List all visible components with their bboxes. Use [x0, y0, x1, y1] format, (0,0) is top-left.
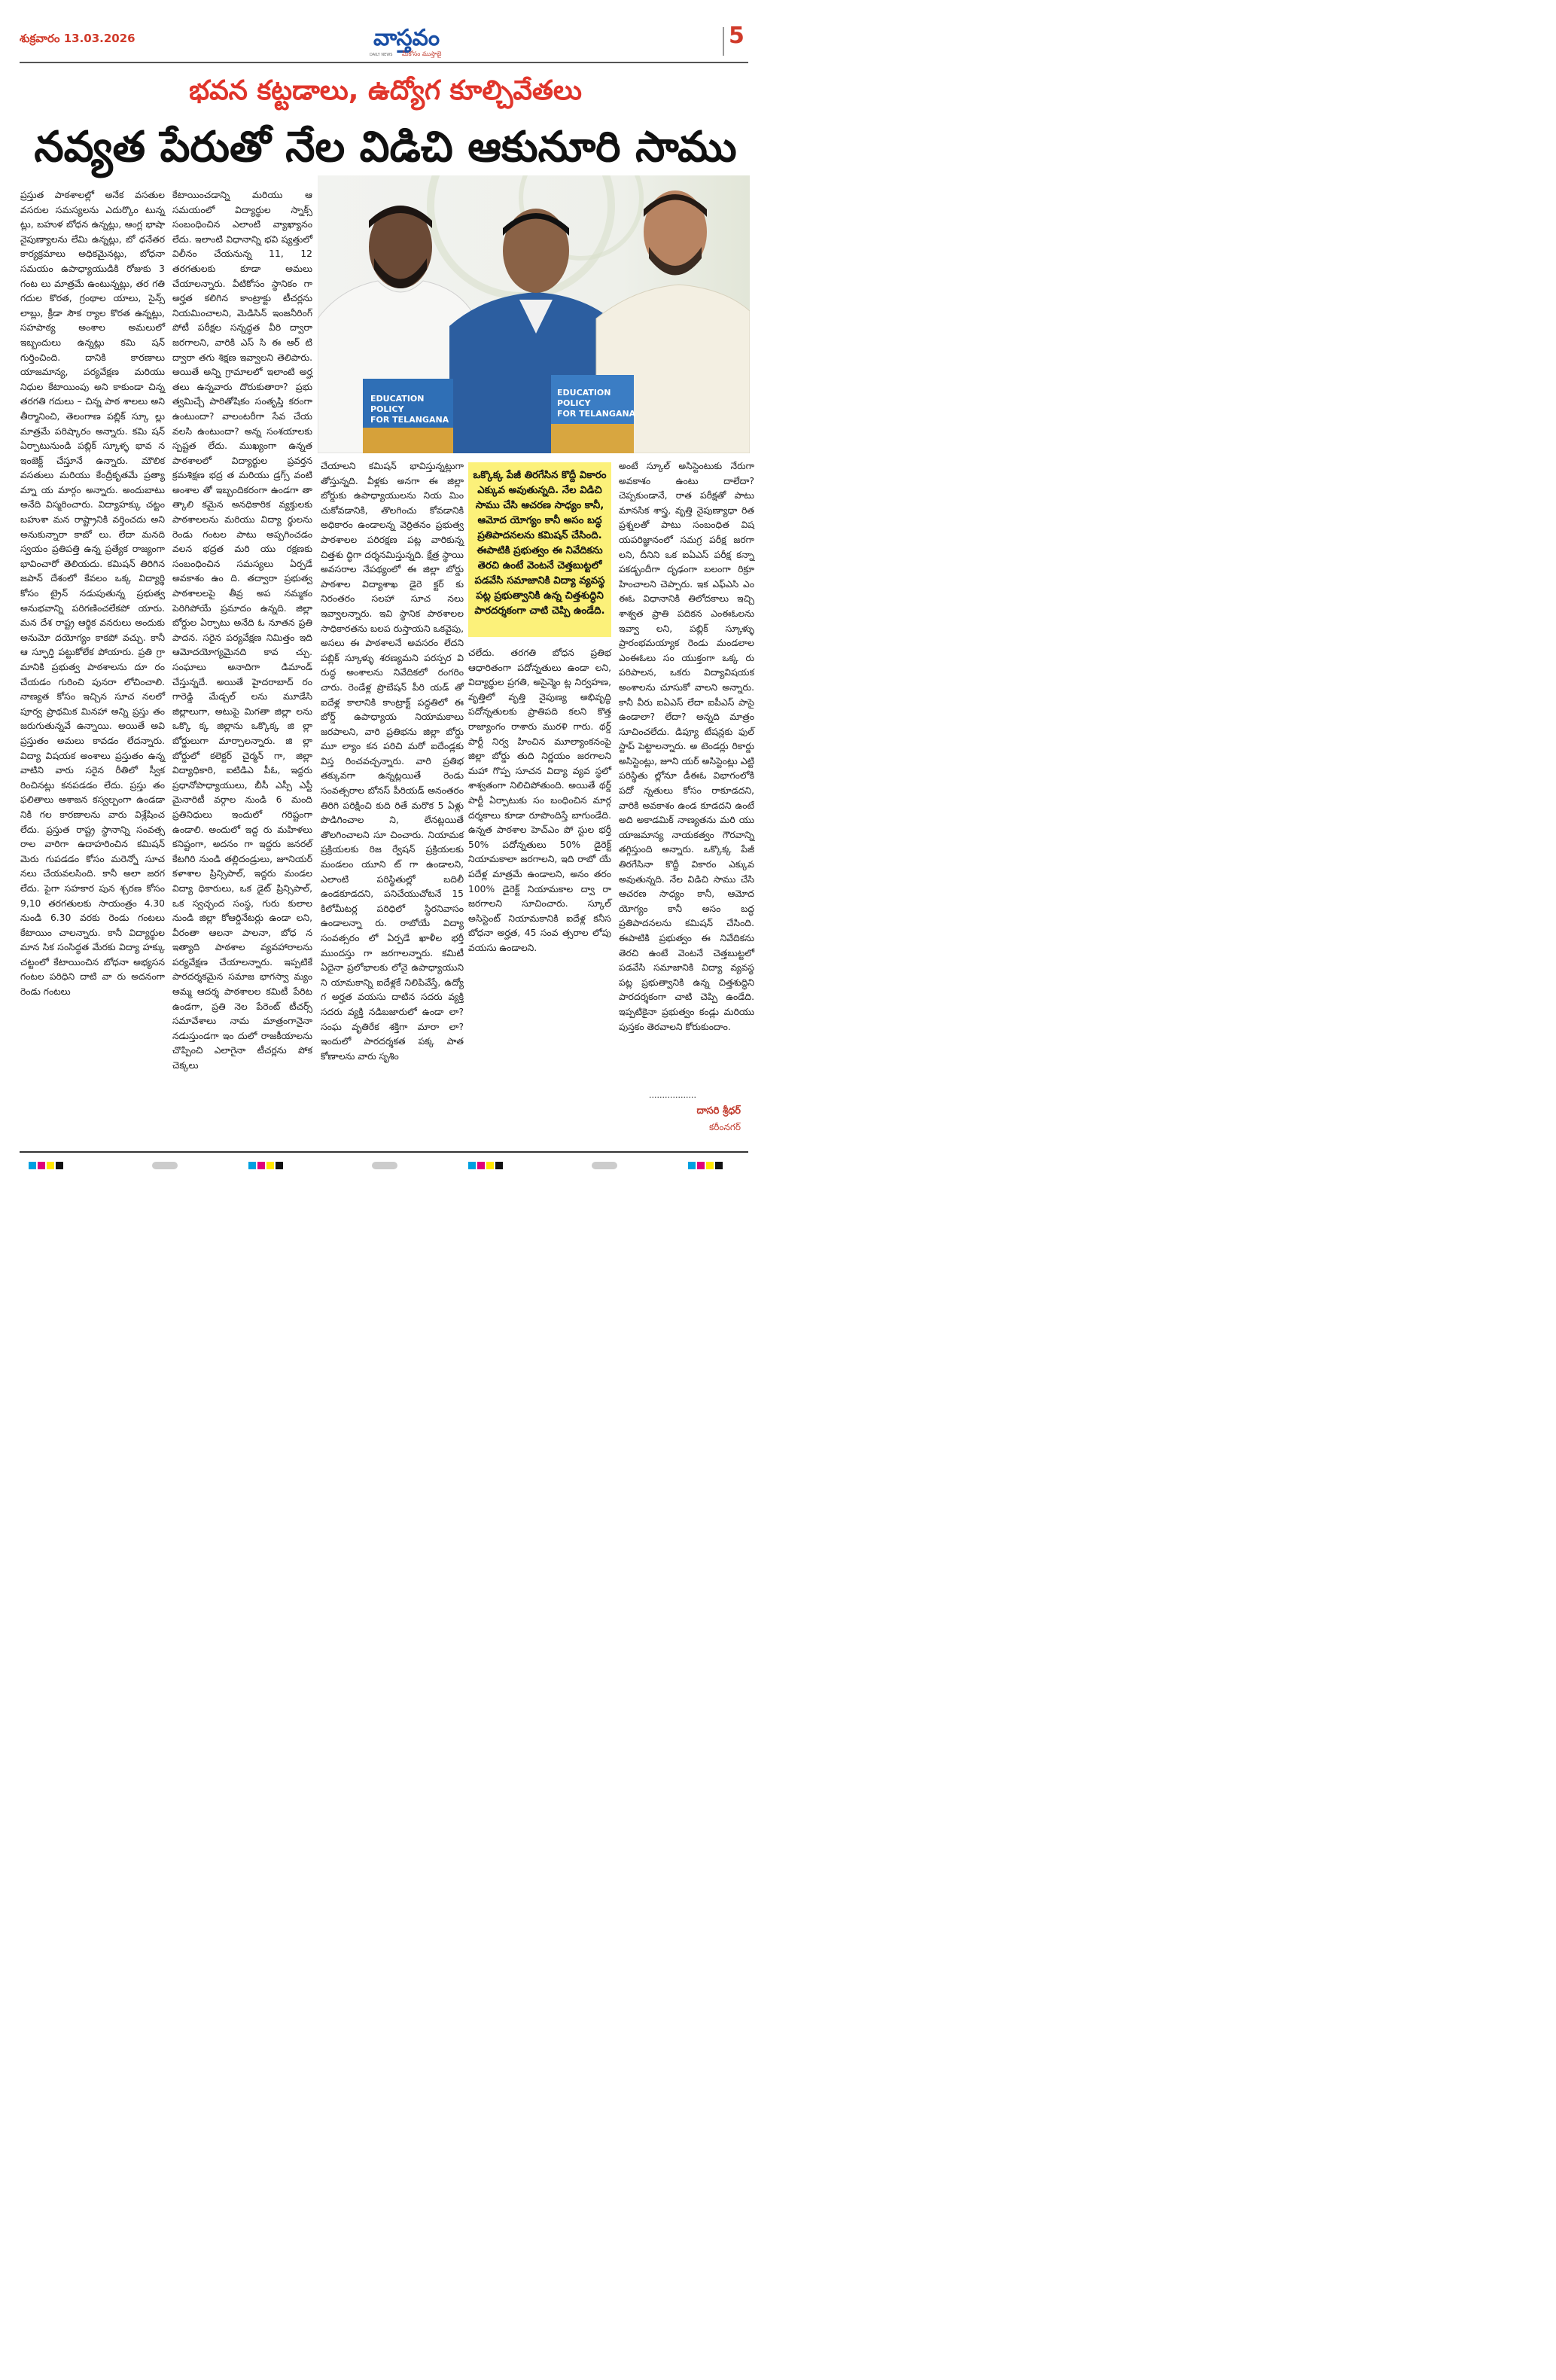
article-headline: నవ్యత పేరుతో నేల విడిచి ఆకునూరి సాము — [34, 123, 737, 172]
column-4-text: చలేదు. తరగతి బోధన ప్రతిభ ఆధారితంగా పదోన్నతులు ఉండా లని, విద్యార్థుల ప్రగతి, అసైన్మెం ట్ల నిర్వహణ, వృత్తిలో వృత్తి నైపుణ్య అభివృద్ధి పదోన్నతులకు ప్రాతిపది కలని కొత్త రాజ్యాంగం రాశారు మురళి గారు. థర్డ్ పార్టీ నిర్వ హించిన మూల్యాంకనంపై జిల్లా బోర్డు తుది నిర్ణయం జరగాలని మహా గొప్ప సూచన విద్యా వ్యవ స్థలో శాశ్వతంగా నిలిచిపోతుంది. అయితే థర్డ్ పార్టీ ఏర్పాటుకు సం బంధించిన మార్గ దర్శకాలు కూడా రూపొందిస్తే బాగుండేది. ఉన్నత పాఠశాల హెచ్ఎం పో స్టుల భర్తీ 50% పదోన్నతులు 50% డైరెక్ట్ నియామకాలా జరగాలని, ఇది రాబో యే పదేళ్ల మాత్రమే ఉండాలని, అనం తరం 100% డైరెక్ట్ నియామకాల ద్వా రా జరగాలని సూచించారు. స్కూల్ అసిస్టెంట్ నియామకానికి ఐదేళ్ల కనీస బోధనా అర్హత, 45 సంవ త్సరాల లోపు వయసు ఉండాలని. — [468, 648, 611, 953]
registration-mark — [152, 1162, 178, 1169]
color-registration-bar — [248, 1162, 285, 1169]
article-column-4 — [468, 646, 611, 955]
color-registration-bar — [29, 1162, 65, 1169]
svg-text:FOR TELANGANA: FOR TELANGANA — [557, 409, 636, 419]
book-title-left: EDUCATION — [370, 394, 425, 404]
registration-mark — [592, 1162, 617, 1169]
pull-quote-box — [468, 462, 611, 637]
article-column-2 — [172, 188, 312, 1074]
pull-quote-text: ఒక్కొక్క పేజీ తిరగేసిన కొద్దీ వికారం ఎక్కువ అవుతున్నది. నేల విడిచి సాము చేసి ఆచరణ సాధ్యం కానీ, ఆమోద యోగ్యం కానీ అసం బద్ధ ప్రతిపాదనలను కమిషన్ చేసింది. ఈపాటికి ప్రభుత్వం ఈ నివేదికను తెరచి ఉంటే వెంటనే చెత్తబుట్టలో పడవేసి సమాజానికి విద్యా వ్యవస్థ పట్ల ప్రభుత్వానికి ఉన్న చిత్తశుద్ధిని పారదర్శకంగా చాటి చెప్పి ఉండేది. — [473, 470, 607, 617]
logo-small-text: DAILY NEWS — [370, 53, 393, 57]
logo-text: వాస్తవం — [373, 25, 440, 51]
book-title-right: EDUCATION — [557, 388, 611, 398]
column-1-text: ప్రస్తుత పాఠశాలల్లో అనేక వసతుల వసరుల సమస్యలను ఎదుర్కొం టున్న ట్లు, బహుళ బోధన ఉన్నట్లు, ఆంగ్ల భాషా నైపుణ్యాలను లేమి ఉన్నట్లు, బో ధనేతర కార్యక్రమాలు అధికమైనట్లు, బోధనా సమయం ఉపాధ్యాయుడికి రోజుకు 3 గంట లు మాత్రమే ఉంటున్నట్లు, తర గతి గదుల కొరత, గ్రంథాల యాలు, సైన్స్ లాబ్లు, క్రీడా సౌక ర్యాల కొరత ఉన్నట్లు, సహపాఠ్య అంశాల అమలులో ఇబ్బందులు ఉన్నట్లు కమి షన్ గుర్తించింది. దానికి కారణాలు యాజమాన్య, పర్యవేక్షణ మరియు నిధుల కేటాయింపు అని కాకుండా చిన్న తరగతి గదులు – చిన్న పాఠ శాలలు అని తీర్మానించి, తెలంగాణ పబ్లిక్ స్కూ ల్లు మాత్రమే పరిష్కారం అన్నారు. కమి షన్ ఏర్పాటునుండి పబ్లిక్ స్కూళ్ళ భావ న ఇంజెక్ట్ చేస్తూనే ఉన్నారు. మౌలిక వసతులు మరియు కేంద్రీకృతమే ప్రత్యా మ్నా య మార్గం అన్నారు. అందుబాటు అనేది విస్మరించారు. విద్యాహక్కు చట్టం బహుశా మన రాష్ట్రానికి వర్తించదు అని అనుకున్నారా కాబో లు. లేదా మనది స్వయం ప్రతిపత్తి ఉన్న ప్రత్యేక రాజ్యంగా భావించారో తెలియదు. కమిషన్ తిరిగిన జపాన్ దేశంలో కేవలం ఒక్క విద్యార్థి కోసం ట్రైన్ నడుపుతున్న ప్రభుత్వ అనుభవాన్ని పరిగణించలేకపో యారు. మన దేశ రాష్ట్ర ఆర్థిక వనరులు అందుకు అనుమో దయోగ్యం కాకపో వచ్చు. కానీ ఆ స్ఫూర్తి పట్టుకోలేక పోయారు. ప్రతి గ్రా మానికి ప్రభుత్వ పాఠశాలను దూ రం చేయడం గురించి పునరా లోచించాలి. నాణ్యత కోసం ఇచ్చిన సూచ నలలో పూర్వ ప్రాథమిక మినహా అన్ని ప్రస్తు తం జరుగుతున్నవే ఉన్నాయి. అయితే అవి ప్రస్తుతం అమలు కావడం లేదన్నారు. విద్యా విషయక అంశాలు ప్రస్తుతం ఉన్న వాటిని వారు సరైన రీతిలో స్వీక రించినట్లు కనపడడం లేదు. ప్రస్తు తం ఫలితాలు ఆశాజన కస్వల్పంగా ఉండడా నికి గల కారణాలను వారు విశ్లేషించ లేదు. ప్రస్తుత రాష్ట్ర స్థానాన్ని సంవత్స రాల వారిగా ఉదాహరించిన కమిషన్ మెరు గుపడడం కోసం మరెన్నో సూచ నలు చేయవలసింది. కానీ అలా జరగ లేదు. పైగా సహకార పున శ్చరణ కోసం 9,10 తరగతులకు సాయంత్రం 4.30 నుండి 6.30 వరకు రెండు గంటలు కేటాయిం చాలన్నారు. కానీ విద్యార్థుల మాన సిక సంసిద్ధత మేరకు విద్యా హక్కు చట్టంలో కేటాయించిన బోధనా అభ్యసన గంటల పరిధిని దాటి వా రు అదనంగా రెండు గంటలు — [20, 190, 165, 998]
svg-text:POLICY: POLICY — [370, 404, 404, 414]
author-name: దాసరి శ్రీధర్ — [696, 1105, 741, 1117]
article-column-1 — [20, 188, 165, 1000]
page-number: 5 — [729, 23, 745, 49]
registration-mark — [372, 1162, 397, 1169]
svg-text:FOR TELANGANA: FOR TELANGANA — [370, 415, 449, 425]
article-column-3 — [321, 459, 464, 1064]
byline-separator: .................. — [649, 1090, 696, 1100]
article-kicker: భవన కట్టడాలు, ఉద్యోగ కూల్చివేతలు — [189, 75, 582, 106]
author-location: కరీంనగర్ — [708, 1122, 741, 1132]
column-5-text: అంటే స్కూల్ అసిస్టెంటుకు నేరుగా అవకాశం ఉంటు దాలేదా? చెప్పకుండానే, రాత పరీక్షతో పాటు మానసిక శాస్త్ర, వృత్తి నైపుణ్యాధా రిత ప్రశ్నలతో పాటు సంబంధిత విష యపరిజ్ఞానంలో సమగ్ర పరీక్ష జరగా లని, దీనిని ఒక ఐఏఎస్ పరీక్ష కన్నా పకడ్బందీగా దృఢంగా బలంగా రిక్రూ హించాలని చెప్పారు. ఇక ఎఫ్ఎసి ఎం ఈఓ విధానానికి తిలోదకాలు ఇచ్చి శాశ్వత ప్రాతి పదికన ఎంఈఓలను ఇవ్వా లని, పబ్లిక్ స్కూళ్ళు ప్రారంభమయ్యాక రెండు మండలాల ఎంఈఓలు సం యుక్తంగా ఒక్క రు పరిపాలన, ఒకరు విద్యావిషయక అంశాలను చూసుకో వాలని అన్నారు. కానీ వీరు ఐఏఎస్ లేదా ఐపీఎస్ పాసై ఉండాలా? లేదా? అన్నది మాత్రం సూచించలేదు. డిప్యూ టేషన్లకు ఫుల్ స్టాప్ పెట్టాలన్నారు. అ టెండర్లు రికార్డు అసిస్టెంట్లు, జూని యర్ అసిస్టెంట్లు ఎట్టి పరిస్థితు ల్లోనూ డీఈఓ విభాగంలోకి పదో న్నతులు కోసం రాకూడదని, వారికి అవకాశం ఉండ కూడదని ఉంటే అది అకాడమిక్ నాణ్యతను మరి యు యాజమాన్య నాయకత్వం గౌరవాన్ని తగ్గిస్తుంది అన్నారు. ఒక్కొక్క పేజీ తిరగేసినా కొద్దీ వికారం ఎక్కువ అవుతున్నది. నేల విడిచి సాము చేసి ఆచరణ సాధ్యం కానీ, ఆమోద యోగ్యం కానీ అసం బద్ధ ప్రతిపాదనలను కమిషన్ చేసింది. ఈపాటికి ప్రభుత్వం ఈ నివేదికను తెరచి ఉంటే వెంటనే చెత్తబుట్టలో పడవేసి సమాజానికి విద్యా వ్యవస్థ పట్ల ప్రభుత్వానికి ఉన్న చిత్తశుద్ధిని పారదర్శకంగా చాటి చెప్పి ఉండేది. ఇప్పటికైనా ప్రభుత్వం కండ్లు మరియు పుస్తకం తెరవాలని కోరుకుందాం. — [619, 461, 754, 1032]
column-2-text: కేటాయించడాన్ని మరియు ఆ సమయంలో విద్యార్థుల స్నాక్స్ సంబంధించిన ఎలాంటి వ్యాఖ్యానం లేదు. ఇలాంటి విధానాన్ని భవి ష్యత్తులో విలీనం చేయనున్న 11, 12 తరగతులకు కూడా అమలు చేయాలన్నారు. వీటికోసం స్థానికం గా అర్హత కలిగిన కాంట్రాక్టు టీచర్లను నియమించాలని, మెడిసిన్ ఇంజనీరింగ్ పోటీ పరీక్షల సన్నద్ధత వీరి ద్వారా జరగాలని, వారికి ఎస్ సి ఈ ఆర్ టి ద్వారా తగు శిక్షణ ఇవ్వాలని తెలిపారు. అయితే అన్ని గ్రామాలలో ఇలాంటి అర్హ తలు ఉన్నవారు దొరుకుతారా? ప్రభు త్వమిచ్చే పారితోషికం సంతృప్తి కరంగా ఉంటుందా? వాలంటరీగా సేవ చేయ వలసి ఉంటుందా? అన్న సంశయాలకు స్పష్టత లేదు. ముఖ్యంగా ఉన్నత పాఠశాలలో విద్యార్థుల ప్రవర్తన క్రమశిక్షణ భద్ర త మరియు డ్రగ్స్ వంటి అంశాల తో ఇబ్బందికరంగా ఉండగా తా త్కాలి కమైన అనధికారిక వ్యక్తులకు పాఠశాలలను మరియు విద్యా ర్థులను రెండు గంటల పాటు అప్పగించడం వలన భద్రత మరి యు రక్షణకు సంబంధించిన సమస్యలు ఏర్పడే అవకాశం ఉం ది. తద్వారా ప్రభుత్వ పాఠశాలలపై తీవ్ర అప నమ్మకం పెరిగిపోయే ప్రమాదం ఉన్నది. జిల్లా బోర్డుల ఏర్పాటు అనేది ఓ నూతన ప్రతి పాదన. సరైన పర్యవేక్షణ నిమిత్తం ఇది ఆమోదయోగ్యమైనది కావ చ్చు. సంఘాలు అనాదిగా డిమాండ్ చేస్తున్నదే. అయితే హైదరాబాద్ రం గారెడ్డి మేడ్చల్ లను మూడేసి జిల్లాలుగా, అటుపై మిగతా జిల్లా లను ఒక్కొ క్క జిల్లాను ఒక్కొక్క జి ల్లా బోర్డులుగా మార్చాలన్నారు. జి ల్లా బోర్డులో కలెక్టర్ చైర్మన్ గా, జిల్లా విద్యాధికారి, ఐటిడిఎ పీఓ, ఇద్దరు ప్రధానోపాధ్యాయులు, బీసీ ఎస్సీ ఎస్టీ మైనారిటీ వర్గాల నుండి 6 మంది ప్రతినిధులు ఇందులో గరిష్టంగా ఉండాలి. అందులో ఇద్ద రు మహిళలు కనిష్టంగా, అదనం గా ఇద్దరు జనరల్ కేటగిరి నుండి తల్లిదండ్రులు, జూనియర్ కళాశాల ప్రిన్సిపాల్, ఇద్దరు మండల విద్యా ధికారులు, ఒక డైట్ ప్రిన్సిపాల్, ఒక స్వచ్ఛంద సంస్థ, గురు కులాల నుండి జిల్లా కోఆర్డినేటర్లు ఉండా లని, వీరంతా ఆలనా పాలనా, బోధ న ఇత్యాది పాఠశాల వ్యవహారాలను పర్యవేక్షణ చేయాలన్నారు. ఇప్పటికే పారదర్శకమైన సమాజ భాగస్వా మ్యం అమ్మ ఆదర్శ పాఠశాలల కమిటీ పేరిట ఉండగా, ప్రతి నెల పేరెంట్ టీచర్స్ సమావేశాలు నామ మాత్రంగానైనా నడుస్తుండగా ఇం దులో రాజకీయాలను చొప్పించి ఎలాగైనా టీచర్లను పోక చెక్కలు — [172, 190, 312, 1071]
article-photo — [318, 175, 750, 453]
svg-text:POLICY: POLICY — [557, 398, 591, 408]
column-3-text: చేయాలని కమిషన్ భావిస్తున్నట్లుగా తోస్తున్నది. వీళ్లకు అనగా ఈ జిల్లా బోర్డుకు ఉపాధ్యాయులను నియ మిం చుకోవడానికి, తొలగించు కోవడానికి అధికారం ఉండాలన్న వెర్రితనం ప్రభుత్వ పాఠశాలల పరిరక్షణ పట్ల వారికున్న చిత్తశు ద్ధిగా దర్శనమిస్తున్నది. క్షేత్ర స్థాయి అవసరాల నేపథ్యంలో ఈ జిల్లా బోర్డు పాఠశాల విద్యాశాఖ డైరె క్టర్ కు నిరంతరం సలహా సూచ నలు ఇవ్వాలన్నారు. ఇవి స్థానిక పాఠశాలల సాధికారతను బలప రుస్తాయని ఒకవైపు, అసలు ఈ పాఠశాలనే అవసరం లేదని పబ్లిక్ స్కూళ్ళు శరణ్యమని పరస్పర వి రుద్ధ అంశాలను నివేదికలో రంగరిం చారు. రెండేళ్ల ప్రొబేషన్ పీరి యడ్ తో ఐదేళ్ల కాలానికి కాంట్రాక్ట్ పద్ధతిలో ఈ బోర్డ్ ఉపాధ్యాయ నియామకాలు జరపాలని, వారి ప్రతిభను జిల్లా బోర్డు మూ ల్యాం కన పరిచి మరో ఐదేండ్లకు విస్త రించవచ్చన్నారు. వారి ప్రతిభ తక్కువగా ఉన్నట్లయితే రెండు సంవత్సరాల బోనస్ పీరియడ్ అనంతరం తిరిగి పరిక్షించి కుది రితే మరొక 5 ఏళ్లు పొడిగించాల ని, లేనట్లయితే తొలగించాలని సూ చించారు. నియామక ప్రక్రియలకు రిజ ర్వేషన్ ప్రక్రియలకు మండలం యూని ట్ గా ఉండాలని, ఎలాంటి పరిస్థితుల్లో బదిలీ ఉండకూడదని, పనిచేయుచోటనే 15 కిలోమీటర్ల పరిధిలో స్థిరనివాసం ఉండాలన్నా రు. రాబోయే విద్యా సంవత్సరం లో ఏర్పడే ఖాళీల భర్తీ ముందస్తు గా జరగాలన్నారు. కమిటీ ఏదైనా ప్రలోభాలకు లోనై ఉపాధ్యాయుని ని యామకాన్ని ఐదేళ్లకే నిలిపివేస్తే, ఉద్యో గ అర్హత వయసు దాటిన సదరు వ్యక్తి సదరు వ్యక్తి నడిబజారులో ఉండా లా? సంఘ వృతిరేక శక్తిగా మారా లా? ఇందులో పారదర్శకత పక్క పాత కోణాలను వారు సృశిం — [321, 461, 464, 1062]
color-registration-bar — [468, 1162, 504, 1169]
article-column-5 — [619, 459, 754, 1035]
page-number-divider — [723, 27, 724, 56]
color-registration-bar — [688, 1162, 724, 1169]
header-rule — [20, 62, 748, 63]
footer-rule — [20, 1151, 748, 1153]
newspaper-logo — [369, 26, 444, 59]
issue-date: శుక్రవారం 13.03.2026 — [20, 32, 136, 45]
logo-tagline: మీకోసం ముస్తాబై — [402, 50, 442, 57]
